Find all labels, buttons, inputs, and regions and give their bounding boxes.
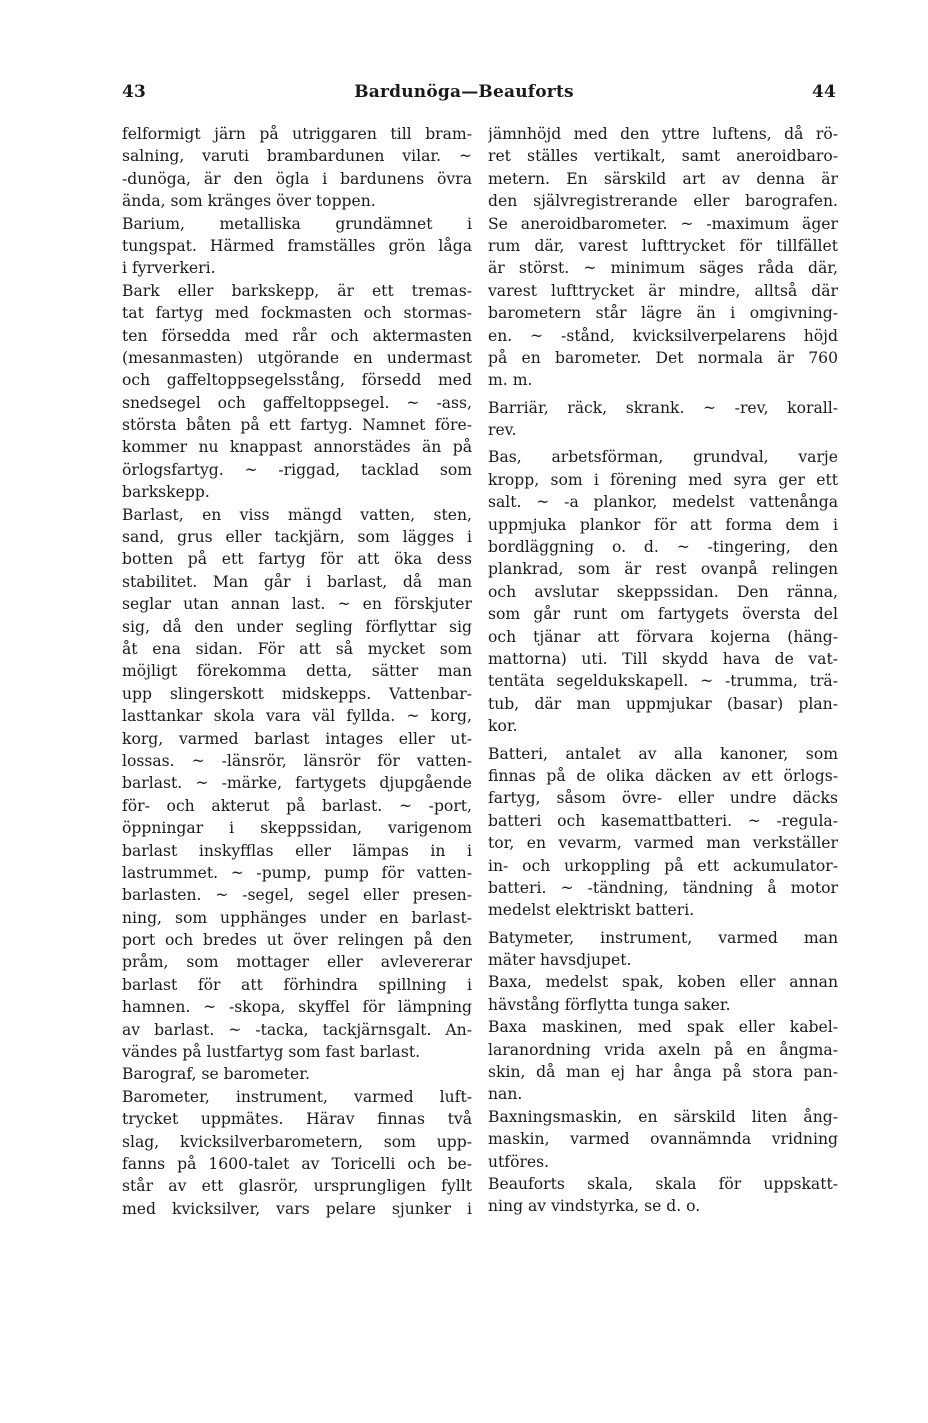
text-line: största båten på ett fartyg. Namnet före- <box>122 416 472 435</box>
text-line: åt ena sidan. För att så mycket som <box>122 639 472 658</box>
text-line: ret ställes vertikalt, samt aneroidbaro- <box>488 147 838 166</box>
text-line: snedsegel och gaffeltoppsegel. ~ -ass, <box>122 393 472 412</box>
text-line: in- och urkoppling på ett ackumulator- <box>488 856 838 875</box>
text-line: uppmjuka plankor för att forma dem i <box>488 515 838 534</box>
text-line: Barlast, en viss mängd vatten, sten, <box>122 505 472 524</box>
text-line: ten försedda med rår och aktermasten <box>122 326 472 345</box>
text-line: slag, kvicksilverbarometern, som upp- <box>122 1132 472 1151</box>
text-line: barlast för att förhindra spillning i <box>122 975 472 994</box>
text-line: batteri. ~ -tändning, tändning å motor <box>488 878 838 897</box>
text-line: ning, som upphänges under en barlast- <box>122 908 472 927</box>
text-line: lastrummet. ~ -pump, pump för vatten- <box>122 863 472 882</box>
text-line: Barriär, räck, skrank. ~ -rev, korall- <box>488 398 838 417</box>
text-line: m. m. <box>488 371 533 390</box>
text-line: upp slingerskott midskepps. Vattenbar- <box>122 684 472 703</box>
text-line: Se aneroidbarometer. ~ -maximum äger <box>488 214 838 233</box>
text-line: (mesanmasten) utgörande en undermast <box>122 348 472 367</box>
left-column <box>122 123 472 1220</box>
text-line: skin, då man ej har ånga på stora pan- <box>488 1063 838 1082</box>
text-line: tor, en vevarm, varmed man verkställer <box>488 834 838 853</box>
text-line: ning av vindstyrka, se d. o. <box>488 1197 701 1216</box>
text-line: rev. <box>488 421 517 440</box>
text-line: tat fartyg med fockmasten och stormas- <box>122 304 472 323</box>
text-line: medelst elektriskt batteri. <box>488 901 695 920</box>
text-line: mattorna) uti. Till skydd hava de vat- <box>488 649 838 668</box>
text-line: Batymeter, instrument, varmed man <box>488 928 838 947</box>
text-line: salt. ~ -a plankor, medelst vattenånga <box>488 493 838 512</box>
text-line: lossas. ~ -länsrör, länsrör för vatten- <box>122 751 472 770</box>
text-line: fanns på 1600-talet av Toricelli och be- <box>122 1154 472 1173</box>
text-line: den självregistrerande eller barografen. <box>488 192 838 211</box>
text-line: örlogsfartyg. ~ -riggad, tacklad som <box>122 460 472 479</box>
text-line: är störst. ~ minimum säges råda där, <box>488 259 838 278</box>
text-line: felformigt järn på utriggaren till bram- <box>122 125 472 143</box>
text-line: barlasten. ~ -segel, segel eller presen- <box>122 886 472 905</box>
text-line: sig, då den under segling förflyttar sig <box>122 617 472 636</box>
text-line: metern. En särskild art av denna är <box>488 169 838 188</box>
text-line: Bark eller barkskepp, är ett tremas- <box>122 281 472 300</box>
text-line: varest lufttrycket är mindre, alltså där <box>488 281 838 300</box>
text-line: trycket uppmätes. Härav finnas två <box>122 1110 472 1129</box>
text-line: barkskepp. <box>122 483 210 502</box>
page-number-right: 44 <box>811 82 836 102</box>
text-line: i fyrverkeri. <box>122 259 216 278</box>
text-line: vändes på lustfartyg som fast barlast. <box>122 1043 421 1062</box>
page-number-left: 43 <box>122 82 147 102</box>
text-line: tub, där man uppmjukar (basar) plan- <box>488 694 838 713</box>
text-line: fartyg, såsom övre- eller undre däcks <box>488 789 838 808</box>
text-line: möjligt förekomma detta, sätter man <box>122 662 472 681</box>
text-line: hävstång förflytta tunga saker. <box>488 995 731 1014</box>
text-line: Baxningsmaskin, en särskild liten ång- <box>488 1107 838 1126</box>
text-line: port och bredes ut över relingen på den <box>122 931 472 950</box>
text-line: med kvicksilver, vars pelare sjunker i <box>122 1199 472 1218</box>
text-line: korg, varmed barlast intages eller ut- <box>122 729 472 748</box>
text-line: tungspat. Härmed framställes grön låga <box>122 236 472 255</box>
text-line: Barometer, instrument, varmed luft- <box>122 1087 472 1106</box>
text-line: sand, grus eller tackjärn, som lägges i <box>122 528 472 547</box>
text-line: ända, som kränges över toppen. <box>122 192 376 211</box>
text-line: kor. <box>488 717 518 736</box>
text-line: botten på ett fartyg för att öka dess <box>122 550 472 569</box>
text-line: jämnhöjd med den yttre luftens, då rö- <box>488 125 838 143</box>
text-line: salning, varuti brambardunen vilar. ~ <box>122 147 472 166</box>
text-line: Baxa maskinen, med spak eller kabel- <box>488 1018 838 1037</box>
text-line: barlast inskyfflas eller lämpas in i <box>122 841 472 860</box>
text-line: rum där, varest lufttrycket för tillfället <box>488 236 838 255</box>
text-line: kropp, som i förening med syra ger ett <box>488 470 838 489</box>
text-line: Batteri, antalet av alla kanoner, som <box>488 744 838 763</box>
text-line: Barograf, se barometer. <box>122 1065 310 1084</box>
text-line: kommer nu knappast annorstädes än på <box>122 438 472 457</box>
text-line: batteri och kasemattbatteri. ~ -regula- <box>488 811 838 830</box>
text-line: på en barometer. Det normala är 760 <box>488 348 838 367</box>
text-line: finnas på de olika däcken av ett örlogs- <box>488 766 838 785</box>
text-line: nan. <box>488 1085 523 1104</box>
text-line: utföres. <box>488 1152 550 1171</box>
text-line: Baxa, medelst spak, koben eller annan <box>488 973 838 992</box>
text-line: bordläggning o. d. ~ -tingering, den <box>488 538 838 557</box>
text-line: Beauforts skala, skala för uppskatt- <box>488 1174 838 1193</box>
text-line: hamnen. ~ -skopa, skyffel för lämpning <box>122 998 472 1017</box>
text-line: för- och akterut på barlast. ~ -port, <box>122 796 472 815</box>
running-head: Bardunöga—Beauforts <box>354 82 574 102</box>
text-line: stabilitet. Man går i barlast, då man <box>122 572 472 591</box>
text-line: Barium, metalliska grundämnet i <box>122 214 472 233</box>
text-line: och tjänar att förvara kojerna (häng- <box>488 627 838 646</box>
text-line: och avslutar skeppssidan. Den ränna, <box>488 582 838 601</box>
text-line: barlast. ~ -märke, fartygets djupgående <box>122 774 472 793</box>
text-line: plankrad, som är rest ovanpå relingen <box>488 560 838 579</box>
text-line: pråm, som mottager eller avlevererar <box>122 953 472 972</box>
text-line: står av ett glasrör, ursprungligen fyllt <box>122 1177 472 1196</box>
right-column <box>488 123 838 1218</box>
text-line: lasttankar skola vara väl fyllda. ~ korg, <box>122 707 472 726</box>
text-line: en. ~ -stånd, kvicksilverpelarens höjd <box>488 326 838 345</box>
text-line: mäter havsdjupet. <box>488 951 632 970</box>
text-line: tentäta segeldukskapell. ~ -trumma, trä- <box>488 672 838 691</box>
text-line: Bas, arbetsförman, grundval, varje <box>488 448 838 467</box>
text-line: laranordning vrida axeln på en ångma- <box>488 1040 838 1059</box>
text-line: öppningar i skeppssidan, varigenom <box>122 819 472 838</box>
text-line: maskin, varmed ovannämnda vridning <box>488 1130 838 1149</box>
text-line: av barlast. ~ -tacka, tackjärnsgalt. An- <box>122 1020 472 1039</box>
text-line: seglar utan annan last. ~ en förskjuter <box>122 595 472 614</box>
text-line: som går runt om fartygets översta del <box>488 605 838 624</box>
text-line: barometern står lägre än i omgivning- <box>488 304 838 323</box>
text-line: -dunöga, är den ögla i bardunens övra <box>122 169 472 188</box>
text-line: och gaffeltoppsegelsstång, försedd med <box>122 371 472 390</box>
